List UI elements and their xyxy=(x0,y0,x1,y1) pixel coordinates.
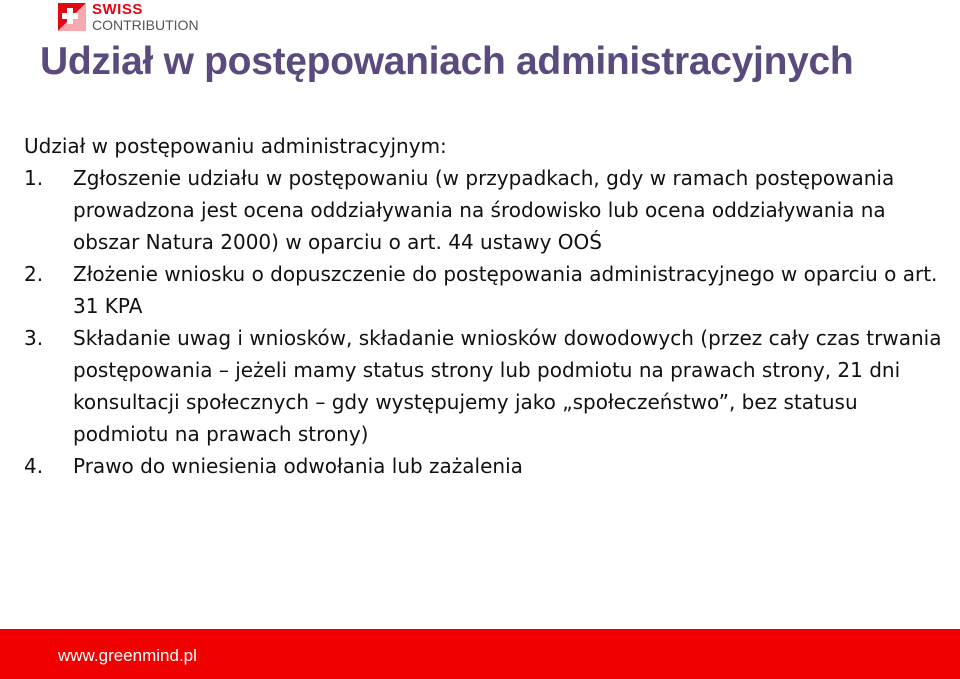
logo-line-swiss: SWISS xyxy=(92,1,143,18)
list-item-text: Zgłoszenie udziału w postępowaniu (w przypadkach, gdy w ramach postępowania prowadzona jest ocena oddziaływania na środowisko lub ocena oddziaływania na obszar Natura 2000) w oparciu o art. 44 ustawy OOŚ xyxy=(73,166,895,254)
slide-body xyxy=(24,130,944,482)
list-item-text: Złożenie wniosku o dopuszczenie do postępowania administracyjnego w oparciu o art. 31 KPA xyxy=(73,262,938,318)
footer-bar xyxy=(0,629,960,679)
list-item xyxy=(24,162,944,258)
swiss-flag-icon xyxy=(58,3,86,31)
list-item-text: Składanie uwag i wniosków, składanie wniosków dowodowych (przez cały czas trwania postępowania – jeżeli mamy status strony lub podmiotu na prawach strony, 21 dni konsultacji społecznych – gdy występujemy jako „społeczeństwo”, bez statusu podmiotu na prawach strony) xyxy=(73,326,942,446)
list-item-text: Prawo do wniesienia odwołania lub zażalenia xyxy=(73,454,523,478)
logo-line-contribution: CONTRIBUTION xyxy=(92,17,199,33)
intro-text: Udział w postępowaniu administracyjnym: xyxy=(24,134,447,158)
slide-title: Udział w postępowaniach administracyjnych xyxy=(40,40,854,83)
list-item xyxy=(24,450,944,482)
list-item-number: 4. xyxy=(24,454,44,478)
list-item-number: 3. xyxy=(24,326,44,350)
swiss-contribution-logo xyxy=(58,2,199,32)
list-item-number: 1. xyxy=(24,166,44,190)
list-item-number: 2. xyxy=(24,262,44,286)
footer-url: www.greenmind.pl xyxy=(58,646,197,665)
list-item xyxy=(24,322,944,450)
list-item xyxy=(24,258,944,322)
logo-text xyxy=(92,2,199,32)
